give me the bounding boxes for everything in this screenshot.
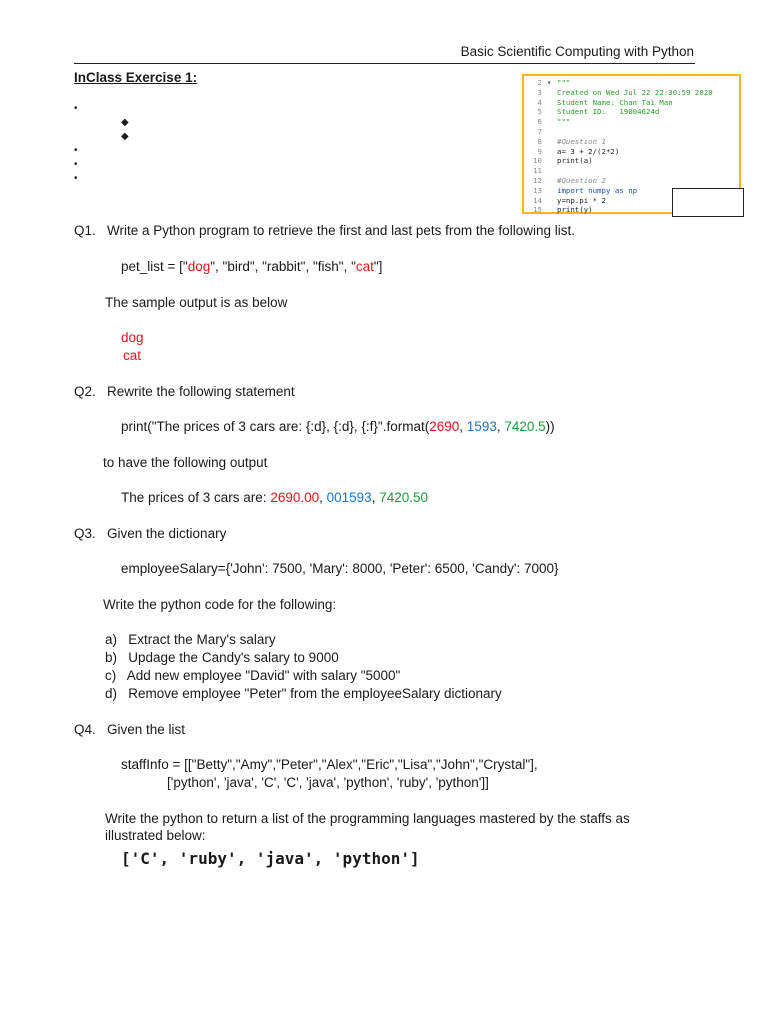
q3-code: employeeSalary={'John': 7500, 'Mary': 8000, 'Peter': 6500, 'Candy': 7000} xyxy=(121,561,559,576)
code-line xyxy=(524,176,739,186)
q1-output-line: cat xyxy=(123,348,142,363)
bullet-diamond: ◆ xyxy=(121,117,129,128)
fold-marker xyxy=(547,205,557,215)
q4-instruction: Write the python to return a list of the programming languages mastered by the staffs as xyxy=(105,811,630,826)
code-text: y=np.pi * 2 xyxy=(557,195,606,205)
line-number: 6 xyxy=(537,117,542,127)
line-number: 15 xyxy=(533,205,542,215)
line-number: 8 xyxy=(537,136,542,146)
code-line xyxy=(524,88,739,98)
code-line xyxy=(524,156,739,166)
q3-list-item: c) Add new employee "David" with salary "5000" xyxy=(105,668,401,683)
line-number: 4 xyxy=(537,97,542,107)
fold-marker xyxy=(547,147,557,157)
fold-marker: ▾ xyxy=(547,78,552,87)
code-overlay-box xyxy=(672,188,744,217)
code-text: """ xyxy=(557,78,571,87)
code-line xyxy=(524,127,739,137)
line-number: 10 xyxy=(533,156,542,166)
q3-list-item: b) Updage the Candy's salary to 9000 xyxy=(105,650,339,665)
code-line xyxy=(524,117,739,127)
q4-code-line1: staffInfo = [["Betty","Amy","Peter","Alex","Eric","Lisa","John","Crystal"], xyxy=(121,757,538,772)
line-number: 13 xyxy=(533,185,542,195)
fold-marker xyxy=(547,88,557,98)
code-line xyxy=(524,137,739,147)
code-text: Created on Wed Jul 22 22:30:59 2020 xyxy=(557,87,713,97)
fold-marker xyxy=(547,127,557,137)
code-editor-screenshot xyxy=(522,74,741,214)
bullet-point: • xyxy=(74,103,78,114)
line-number: 7 xyxy=(537,126,542,136)
q3-list-item: d) Remove employee "Peter" from the employeeSalary dictionary xyxy=(105,686,502,701)
q2-expected-output: The prices of 3 cars are: 2690.00, 001593, 7420.50 xyxy=(121,490,429,505)
fold-marker xyxy=(547,137,557,147)
fold-marker xyxy=(547,186,557,196)
fold-marker xyxy=(547,107,557,117)
line-number: 14 xyxy=(533,195,542,205)
line-number: 11 xyxy=(533,166,542,176)
q1-prompt: Q1. Write a Python program to retrieve the first and last pets from the following list. xyxy=(74,223,575,238)
bullet-point: • xyxy=(74,145,78,156)
code-line xyxy=(524,147,739,157)
fold-marker xyxy=(547,98,557,108)
code-text: a= 3 + 2/(2*2) xyxy=(557,146,620,156)
line-number: 5 xyxy=(537,107,542,117)
code-text: #Question 2 xyxy=(557,175,606,185)
code-text: Student ID: 19004624d xyxy=(557,107,660,117)
q4-result: ['C', 'ruby', 'java', 'python'] xyxy=(121,849,420,868)
bullet-point: • xyxy=(74,159,78,170)
fold-marker xyxy=(547,196,557,206)
code-line xyxy=(524,166,739,176)
q4-code-line2: ['python', 'java', 'C', 'C', 'java', 'python', 'ruby', 'python']] xyxy=(167,775,489,790)
code-text: """ xyxy=(557,117,571,127)
code-line xyxy=(524,78,739,88)
line-number: 9 xyxy=(537,146,542,156)
code-text: print(y) xyxy=(557,205,593,215)
q3-instruction: Write the python code for the following: xyxy=(103,597,337,612)
line-number: 3 xyxy=(537,87,542,97)
header-rule xyxy=(74,63,695,64)
bullet-point: • xyxy=(74,173,78,184)
fold-marker xyxy=(547,156,557,166)
q1-code: pet_list = ["dog", "bird", "rabbit", "fish", "cat"] xyxy=(121,259,383,274)
q2-code: print("The prices of 3 cars are: {:d}, {:d}, {:f}".format(2690, 1593, 7420.5)) xyxy=(121,419,555,434)
code-line xyxy=(524,98,739,108)
line-number: 12 xyxy=(533,175,542,185)
bullet-diamond: ◆ xyxy=(121,131,129,142)
fold-marker xyxy=(547,166,557,176)
code-text: #Question 1 xyxy=(557,136,606,146)
q3-prompt: Q3. Given the dictionary xyxy=(74,526,227,541)
q2-prompt: Q2. Rewrite the following statement xyxy=(74,384,295,399)
exercise-title: InClass Exercise 1: xyxy=(74,70,198,85)
q2-to-have: to have the following output xyxy=(103,455,268,470)
code-text: Student Name: Chan Tai Man xyxy=(557,97,673,107)
q1-sample-intro: The sample output is as below xyxy=(105,295,288,310)
code-text: print(a) xyxy=(557,156,593,166)
fold-marker xyxy=(547,117,557,127)
code-line xyxy=(524,107,739,117)
line-number: 2 xyxy=(537,78,542,87)
q4-instruction: illustrated below: xyxy=(105,828,206,843)
document-header-title: Basic Scientific Computing with Python xyxy=(460,44,694,59)
q1-output-line: dog xyxy=(121,330,144,345)
q3-list-item: a) Extract the Mary's salary xyxy=(105,632,276,647)
code-text: import numpy as np xyxy=(557,185,638,195)
q4-prompt: Q4. Given the list xyxy=(74,722,186,737)
fold-marker xyxy=(547,176,557,186)
